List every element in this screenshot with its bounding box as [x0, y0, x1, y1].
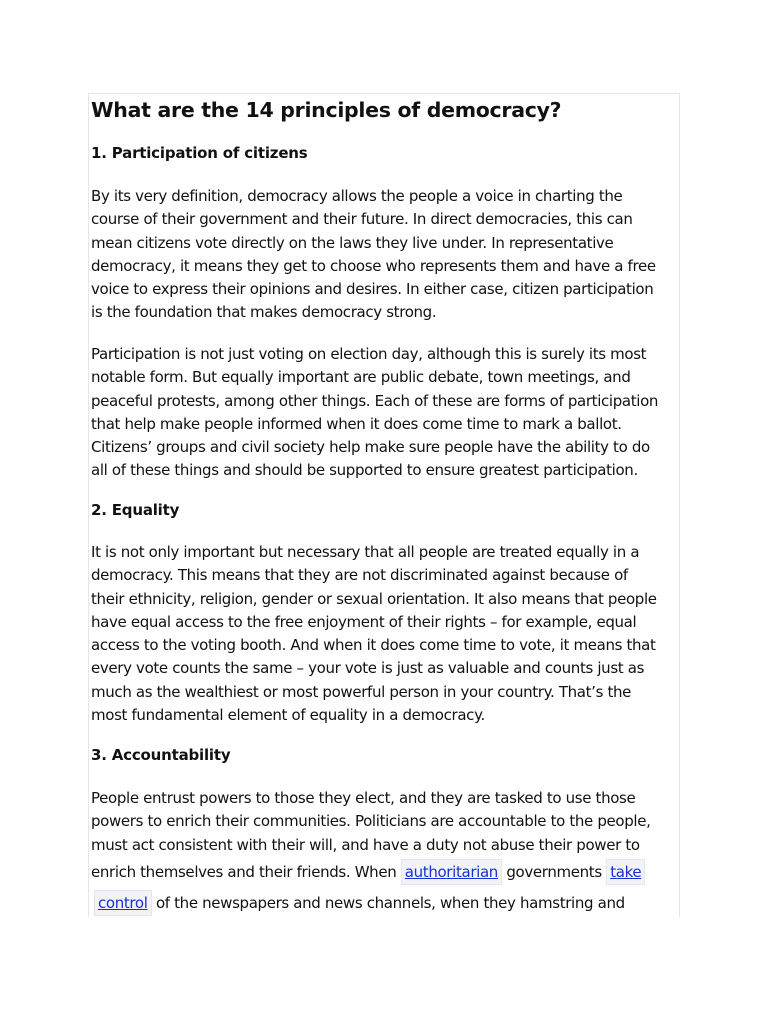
- document-page: [88, 93, 680, 917]
- paragraph-participation-2: Participation is not just voting on election day, although this is surely its most notable form. But equally important are public debate, town meetings, and peaceful protests, among other things. Each of these are forms of participation that help make people informed when it does come time to mark a ballot. Citizens’ groups and civil society help make sure people have the ability to do all of these things and should be supported to ensure greatest participation.: [91, 345, 659, 480]
- paragraph-participation-1: By its very definition, democracy allows the people a voice in charting the course of their government and their future. In direct democracies, this can mean citizens vote directly on the laws they live under. In representative democracy, it means they get to choose who represents them and have a free voice to express their opinions and desires. In either case, citizen participation is the foundation that makes democracy strong.: [91, 187, 656, 322]
- paragraph-equality: It is not only important but necessary that all people are treated equally in a democracy. This means that they are not discriminated against because of their ethnicity, religion, gender or sexual orientation. It also means that people have equal access to the free enjoyment of their rights – for example, equal access to the voting booth. And when it does come time to vote, it means that every vote counts the same – your vote is just as valuable and counts just as much as the wealthiest or most powerful person in your country. That’s the most fundamental element of equality in a democracy.: [91, 543, 657, 725]
- section-heading-accountability: 3. Accountability: [91, 746, 231, 764]
- section-heading-participation: 1. Participation of citizens: [91, 144, 308, 162]
- link-take-control-part1[interactable]: take: [606, 859, 645, 885]
- link-take-control-part2[interactable]: control: [94, 890, 152, 916]
- section-heading-equality: 2. Equality: [91, 501, 180, 519]
- link-authoritarian[interactable]: authoritarian: [401, 859, 502, 885]
- mixed-line-1: enrich themselves and their friends. When authoritarian governments take: [91, 857, 680, 888]
- mixed-line-2: control of the newspapers and news channels, when they hamstring and: [91, 888, 680, 917]
- paragraph-accountability: People entrust powers to those they elect, and they are tasked to use those powers to enrich their communities. Politicians are accountable to the people, must act consistent with their will, and have a duty not abuse their power to enrich themselves and their friends. When authoritarian governments take control of the newspapers and news channels, when they hamstring and: [91, 787, 680, 917]
- article-title: What are the 14 principles of democracy?: [91, 98, 562, 122]
